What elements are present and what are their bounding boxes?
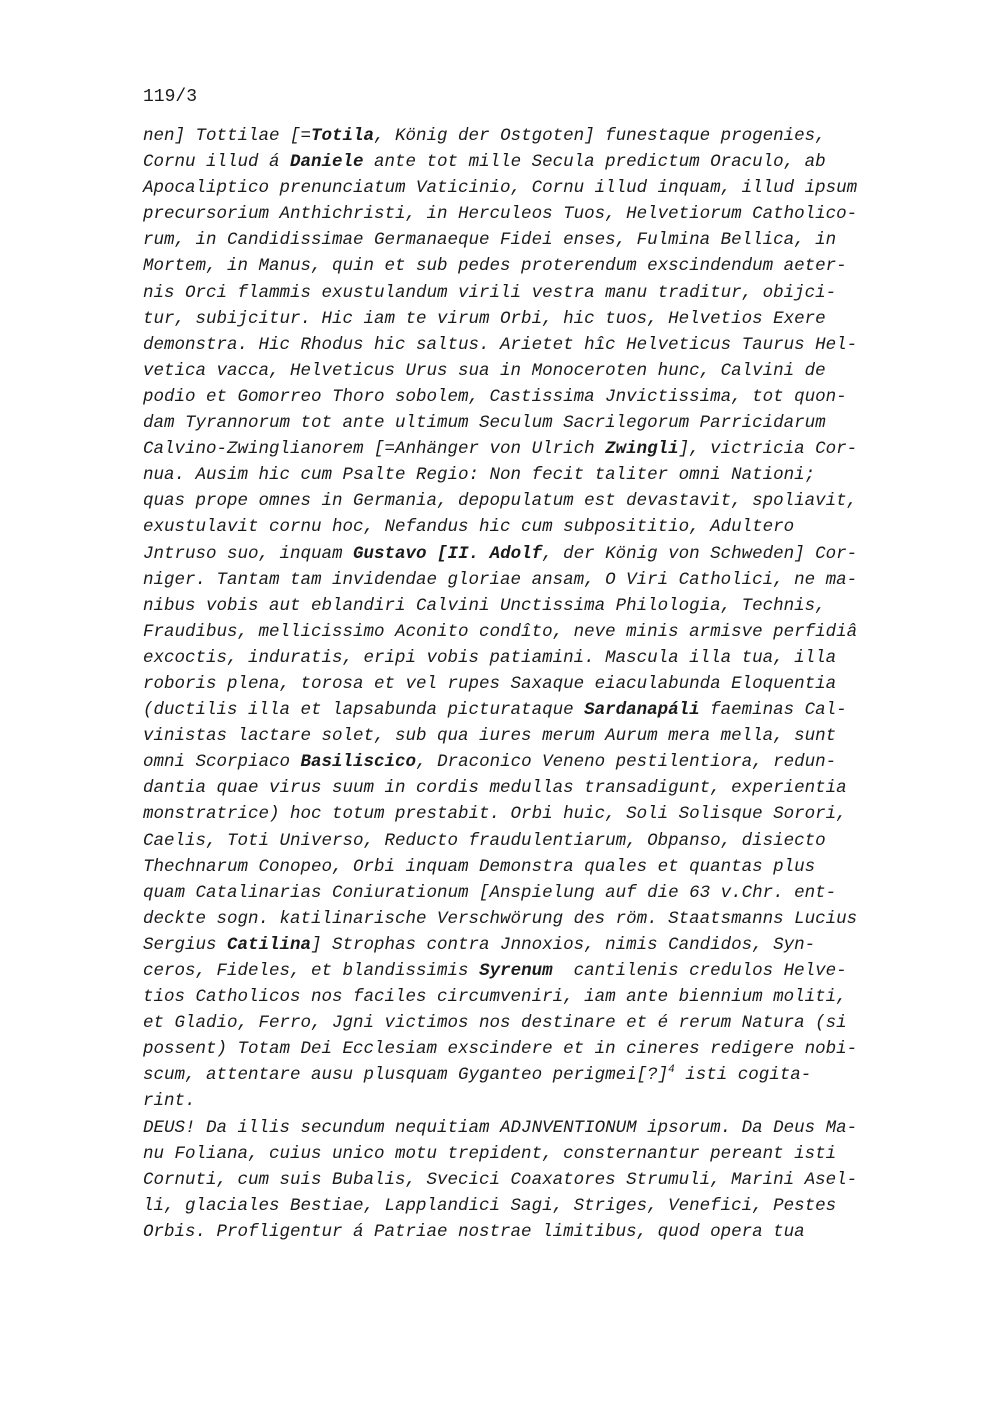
text-line bbox=[143, 828, 943, 854]
bold-name: Sardanapáli bbox=[584, 700, 700, 721]
text-segment: Fraudibus, mellicissimo Aconito condîto, neve minis armisve perfidiâ bbox=[143, 621, 858, 642]
text-line bbox=[143, 541, 943, 567]
text-line bbox=[143, 697, 943, 723]
text-segment: vinistas lactare solet, sub qua iures merum Aurum mera mella, sunt bbox=[143, 726, 837, 747]
text-line bbox=[143, 462, 943, 488]
text-line bbox=[143, 1062, 943, 1088]
text-segment: Apocaliptico prenunciatum Vaticinio, Cornu illud inquam, illud ipsum bbox=[143, 178, 858, 199]
text-line bbox=[143, 1167, 943, 1193]
text-segment: excoctis, induratis, eripi vobis patiamini. Mascula illa tua, illa bbox=[143, 647, 837, 668]
text-segment: nua. Ausim hic cum Psalte Regio: Non fecit taliter omni Nationi; bbox=[143, 465, 816, 486]
text-segment: nu Foliana, cuius unico motu trepident, consternantur pereant isti bbox=[143, 1143, 837, 1164]
text-segment: Sergius bbox=[143, 934, 228, 955]
text-segment: scum, attentare ausu plusquam Gyganteo perigmei[?] bbox=[143, 1065, 669, 1086]
text-segment: li, glaciales Bestiae, Lapplandici Sagi, Striges, Venefici, Pestes bbox=[143, 1195, 837, 1216]
text-line bbox=[143, 645, 943, 671]
text-line bbox=[143, 671, 943, 697]
text-line bbox=[143, 984, 943, 1010]
text-line bbox=[143, 332, 943, 358]
text-segment: , der König von Schweden] Cor- bbox=[542, 543, 858, 564]
text-segment: Mortem, in Manus, quin et sub pedes proterendum exscindendum aeter- bbox=[143, 256, 847, 277]
page-number: 119/3 bbox=[143, 87, 198, 107]
text-line bbox=[143, 253, 943, 279]
text-line bbox=[143, 567, 943, 593]
text-line bbox=[143, 410, 943, 436]
text-line bbox=[143, 1036, 943, 1062]
bold-name: Daniele bbox=[290, 152, 364, 173]
text-line bbox=[143, 149, 943, 175]
bold-name: Totila bbox=[311, 126, 375, 146]
text-segment: Thechnarum Conopeo, Orbi inquam Demonstra quales et quantas plus bbox=[143, 856, 816, 877]
text-segment: quas prope omnes in Germania, depopulatum est devastavit, spoliavit, bbox=[143, 491, 858, 512]
text-line bbox=[143, 880, 943, 906]
text-segment: faeminas Cal- bbox=[699, 700, 847, 721]
text-line bbox=[143, 1193, 943, 1219]
text-segment: , König der Ostgoten] funestaque progenies, bbox=[374, 126, 826, 146]
text-line bbox=[143, 175, 943, 201]
text-line bbox=[143, 227, 943, 253]
text-segment: nibus vobis aut eblandiri Calvini Unctissima Philologia, Technis, bbox=[143, 595, 826, 616]
text-segment: demonstra. Hic Rhodus hic saltus. Arietet hîc Helveticus Taurus Hel- bbox=[143, 334, 858, 355]
text-line bbox=[143, 1219, 943, 1245]
text-line bbox=[143, 593, 943, 619]
text-line bbox=[143, 775, 943, 801]
text-line bbox=[143, 1088, 943, 1114]
text-segment: DEUS! Da illis secundum nequitiam ADJNVENTIONUM ipsorum. Da Deus Ma- bbox=[143, 1117, 858, 1138]
text-line bbox=[143, 306, 943, 332]
text-segment: cantilenis credulos Helve- bbox=[552, 961, 847, 981]
text-line bbox=[143, 123, 943, 149]
text-line bbox=[143, 488, 943, 514]
text-line bbox=[143, 201, 943, 227]
text-line bbox=[143, 932, 943, 958]
text-line bbox=[143, 801, 943, 827]
body-text bbox=[143, 123, 943, 1245]
text-segment: nen] Tottilae [= bbox=[143, 126, 312, 146]
text-segment: isti cogita- bbox=[674, 1065, 812, 1086]
text-line bbox=[143, 1010, 943, 1036]
text-segment: rint. bbox=[143, 1091, 196, 1112]
bold-name: Gustavo [II. Adolf bbox=[353, 543, 543, 564]
bold-name: Zwingli bbox=[605, 439, 679, 460]
text-segment: Cornu illud á bbox=[143, 152, 291, 173]
text-segment: Jntruso suo, inquam bbox=[143, 543, 354, 564]
text-segment: exustulavit cornu hoc, Nefandus hic cum subposititio, Adultero bbox=[143, 517, 795, 538]
text-line bbox=[143, 723, 943, 749]
text-line bbox=[143, 384, 943, 410]
text-segment: nis Orci flammis exustulandum virili vestra manu traditur, obijci- bbox=[143, 282, 837, 303]
text-segment: deckte sogn. katilinarische Verschwörung des röm. Staatsmanns Lucius bbox=[143, 908, 858, 929]
footnote-marker: 4 bbox=[668, 1064, 675, 1077]
text-segment: (ductilis illa et lapsabunda picturataque bbox=[143, 700, 585, 721]
text-line bbox=[143, 1141, 943, 1167]
text-line bbox=[143, 619, 943, 645]
text-segment: ] Strophas contra Jnnoxios, nimis Candidos, Syn- bbox=[311, 934, 816, 955]
text-segment: omni Scorpiaco bbox=[143, 752, 301, 773]
text-segment: , Draconico Veneno pestilentiora, redun- bbox=[416, 752, 837, 773]
text-segment: precursorium Anthichristi, in Herculeos Tuos, Helvetiorum Catholico- bbox=[143, 204, 858, 225]
bold-name: Syrenum bbox=[479, 961, 553, 981]
text-segment: podio et Gomorreo Thoro sobolem, Castissima Jnvictissima, tot quon- bbox=[143, 386, 847, 407]
text-line bbox=[143, 1115, 943, 1141]
text-line bbox=[143, 749, 943, 775]
text-line bbox=[143, 854, 943, 880]
text-line bbox=[143, 514, 943, 540]
text-line bbox=[143, 958, 943, 984]
bold-name: Basiliscico bbox=[300, 752, 417, 773]
text-segment: rum, in Candidissimae Germanaeque Fidei enses, Fulmina Bellica, in bbox=[143, 230, 837, 251]
text-segment: Orbis. Profligentur á Patriae nostrae limitibus, quod opera tua bbox=[143, 1221, 805, 1242]
bold-name: Catilina bbox=[227, 934, 312, 955]
text-segment: ante tot mille Secula predictum Oraculo, ab bbox=[363, 152, 826, 173]
text-segment: possent) Totam Dei Ecclesiam exscindere et in cineres redigere nobi- bbox=[143, 1039, 858, 1060]
text-segment: quam Catalinarias Coniurationum [Anspielung auf die 63 v.Chr. ent- bbox=[143, 882, 837, 903]
text-segment: roboris plena, torosa et vel rupes Saxaque eiaculabunda Eloquentia bbox=[143, 673, 837, 694]
text-segment: niger. Tantam tam invidendae gloriae ansam, O Viri Catholici, ne ma- bbox=[143, 569, 858, 590]
text-segment: ceros, Fideles, et blandissimis bbox=[143, 961, 480, 981]
text-segment: Cornuti, cum suis Bubalis, Svecici Coaxatores Strumuli, Marini Asel- bbox=[143, 1169, 858, 1190]
text-segment: et Gladio, Ferro, Jgni victimos nos destinare et é rerum Natura (si bbox=[143, 1013, 847, 1034]
text-segment: vetica vacca, Helveticus Urus sua in Monoceroten hunc, Calvini de bbox=[143, 360, 826, 381]
text-line bbox=[143, 280, 943, 306]
text-line bbox=[143, 906, 943, 932]
text-segment: monstratrice) hoc totum prestabit. Orbi huic, Soli Solisque Sorori, bbox=[143, 804, 847, 825]
text-segment: dam Tyrannorum tot ante ultimum Seculum Sacrilegorum Parricidarum bbox=[143, 413, 826, 434]
text-segment: Calvino-Zwinglianorem [=Anhänger von Ulrich bbox=[143, 439, 606, 460]
text-segment: tios Catholicos nos faciles circumveniri, iam ante biennium moliti, bbox=[143, 987, 847, 1008]
text-segment: dantia quae virus suum in cordis medullas transadigunt, experientia bbox=[143, 778, 847, 799]
text-segment: Caelis, Toti Universo, Reducto fraudulentiarum, Obpanso, disiecto bbox=[143, 830, 826, 851]
text-line bbox=[143, 358, 943, 384]
text-line bbox=[143, 436, 943, 462]
text-segment: tur, subijcitur. Hic iam te virum Orbi, hic tuos, Helvetios Exere bbox=[143, 308, 826, 329]
text-segment: ], victricia Cor- bbox=[678, 439, 858, 460]
